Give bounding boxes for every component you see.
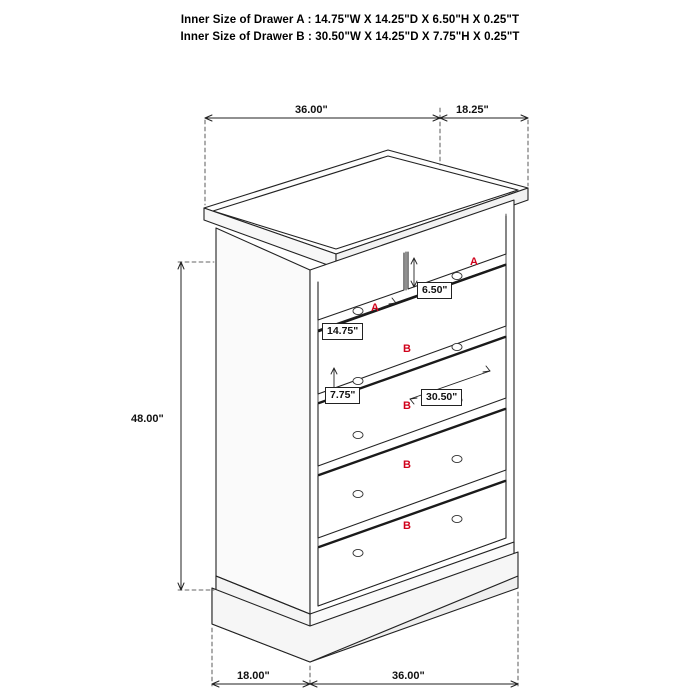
dim-drawer-a-height: 6.50" — [417, 282, 452, 299]
dim-base-depth: 18.00" — [237, 670, 270, 682]
dim-height: 48.00" — [131, 413, 164, 425]
dim-top-depth: 18.25" — [456, 104, 489, 116]
drawer-a-note: Inner Size of Drawer A : 14.75"W X 14.25"D X 6.50"H X 0.25"T — [180, 14, 520, 26]
dim-drawer-b-height: 7.75" — [325, 387, 360, 404]
dim-top-width: 36.00" — [295, 104, 328, 116]
marker-drawer-b-3: B — [403, 459, 411, 471]
dim-drawer-b-width: 30.50" — [421, 389, 462, 406]
dim-base-width: 36.00" — [392, 670, 425, 682]
marker-drawer-a-right: A — [470, 256, 478, 268]
marker-drawer-a-left: A — [371, 302, 379, 314]
marker-drawer-b-4: B — [403, 520, 411, 532]
marker-drawer-b-1: B — [403, 343, 411, 355]
drawer-b-note: Inner Size of Drawer B : 30.50"W X 14.25"D X 7.75"H X 0.25"T — [180, 31, 520, 43]
dim-drawer-a-width: 14.75" — [322, 323, 363, 340]
marker-drawer-b-2: B — [403, 400, 411, 412]
